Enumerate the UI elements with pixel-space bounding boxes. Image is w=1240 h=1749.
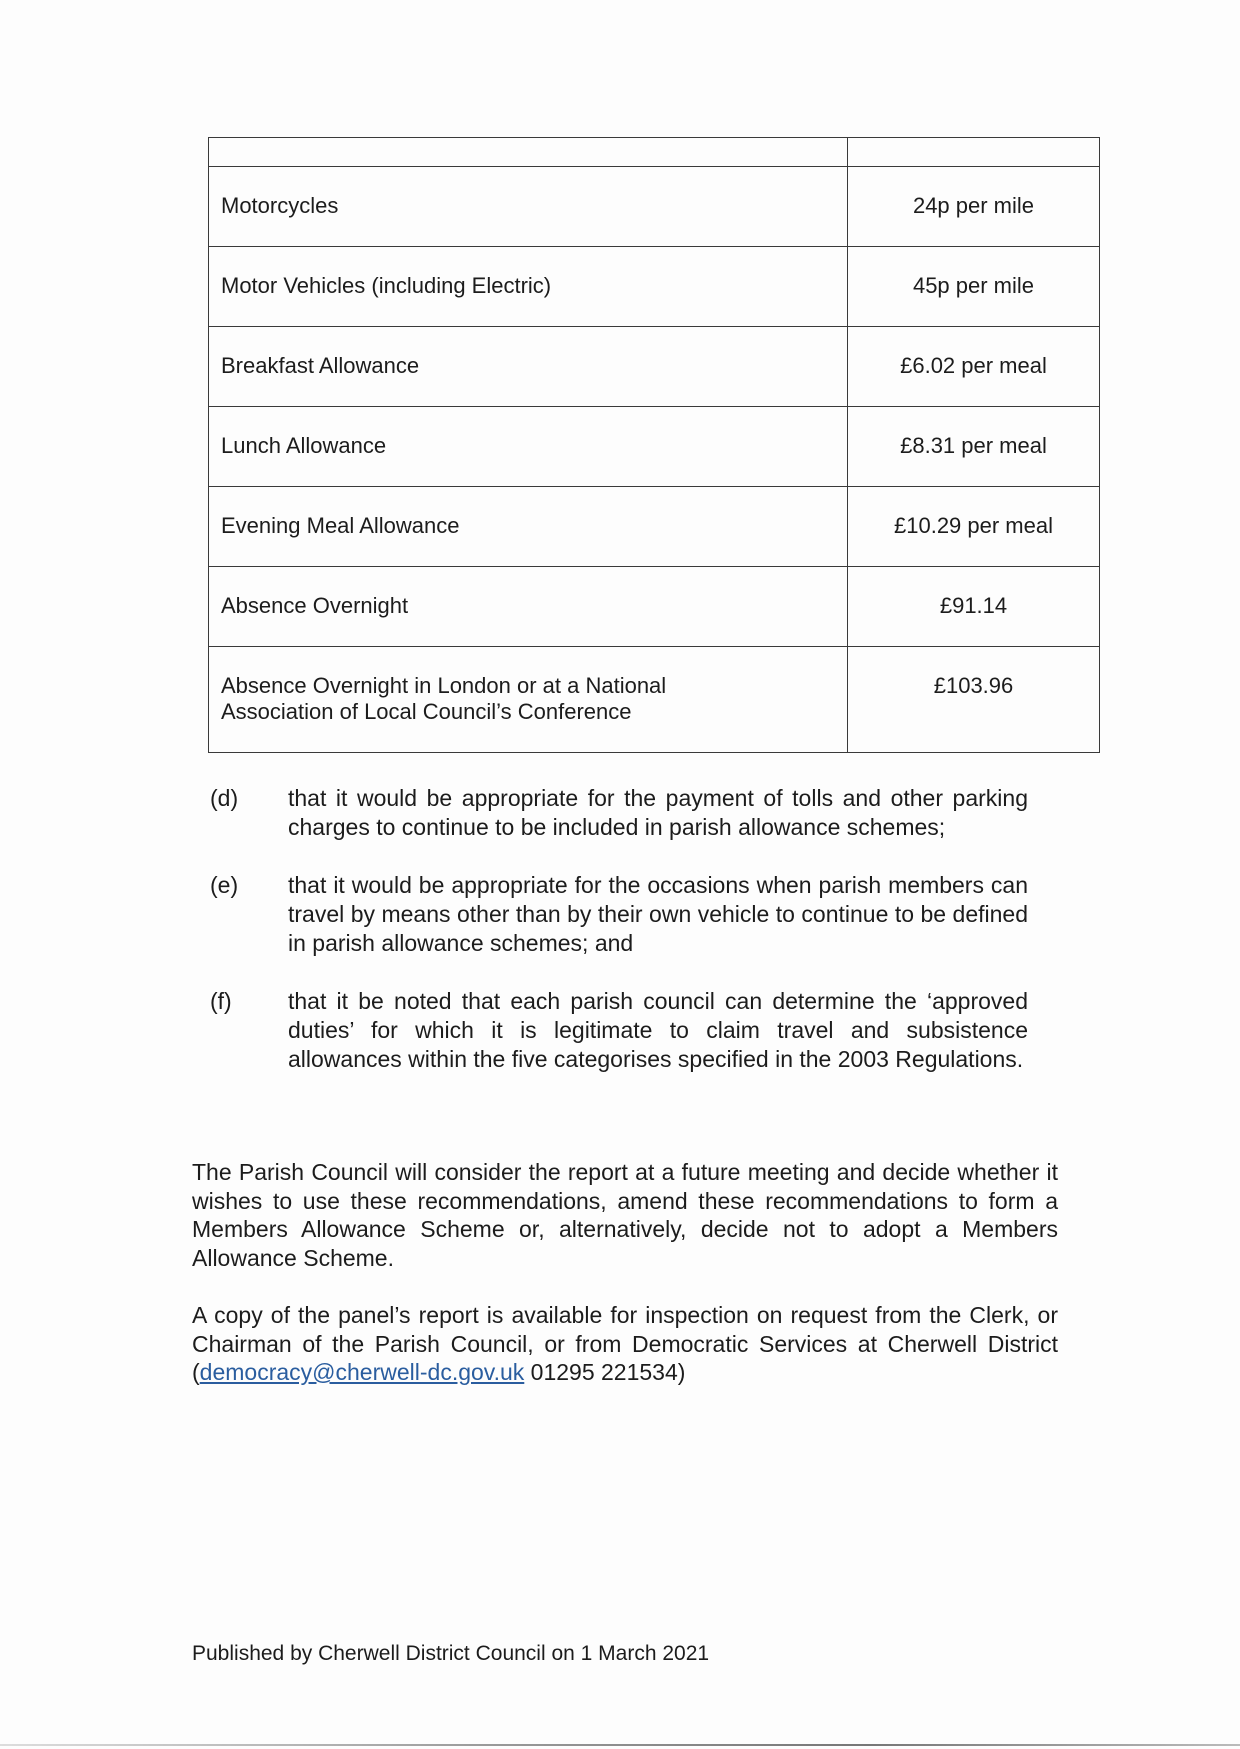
consider-paragraph: The Parish Council will consider the report at a future meeting and decide whether it wishes to use these recommendations, amend these recommendations to form a Members Allowance Scheme or, alternatively, decide not to adopt a Members Allowance Scheme. — [192, 1159, 1058, 1271]
rate-cell: 45p per mile — [848, 247, 1100, 327]
table-row — [209, 407, 1100, 487]
copy-paragraph — [192, 1301, 1058, 1387]
rate-cell: £8.31 per meal — [848, 407, 1100, 487]
item-label-line: Association of Local Council’s Conference — [221, 699, 632, 724]
scan-bottom-edge — [0, 1744, 1240, 1746]
item-cell — [209, 407, 848, 487]
email-link[interactable]: democracy@cherwell-dc.gov.uk — [199, 1359, 525, 1385]
table-row — [209, 487, 1100, 567]
copy-paragraph-prefix: A copy of the panel’s report is available for inspection on request from the Clerk, or Chairman of the Parish Council, or from Democratic Services at Cherwell District ( — [192, 1302, 1058, 1385]
table-row — [209, 647, 1100, 753]
table-row — [209, 247, 1100, 327]
recommendation-letter: (d) — [210, 785, 239, 811]
item-cell — [209, 487, 848, 567]
table-row — [209, 327, 1100, 407]
recommendation-item — [208, 987, 1028, 1074]
item-cell — [209, 567, 848, 647]
recommendation-item — [208, 871, 1028, 958]
header-cell-rate — [848, 138, 1100, 167]
item-label: Breakfast Allowance — [221, 353, 420, 378]
rate-cell: £6.02 per meal — [848, 327, 1100, 407]
rate-cell: £103.96 — [848, 647, 1100, 753]
rate-cell: £91.14 — [848, 567, 1100, 647]
recommendation-item — [208, 784, 1028, 842]
published-footer: Published by Cherwell District Council on 1 March 2021 — [192, 1642, 710, 1665]
rate-cell: 24p per mile — [848, 167, 1100, 247]
recommendation-text: that it be noted that each parish council can determine the ‘approved duties’ for which it is legitimate to claim travel and subsistence allowances within the five categorises specified in the 2003 Regulations. — [288, 988, 1028, 1072]
recommendation-letter: (f) — [210, 988, 232, 1014]
rate-cell: £10.29 per meal — [848, 487, 1100, 567]
rates-table — [208, 137, 1100, 753]
item-cell — [209, 327, 848, 407]
copy-paragraph-suffix: 01295 221534) — [524, 1359, 686, 1385]
recommendation-text: that it would be appropriate for the payment of tolls and other parking charges to continue to be included in parish allowance schemes; — [288, 785, 1028, 840]
table-row — [209, 567, 1100, 647]
item-cell — [209, 647, 848, 753]
item-label: Lunch Allowance — [221, 433, 387, 458]
item-label: Absence Overnight — [221, 593, 409, 618]
recommendation-text: that it would be appropriate for the occasions when parish members can travel by means other than by their own vehicle to continue to be defined in parish allowance schemes; and — [288, 872, 1028, 956]
recommendation-letter: (e) — [210, 872, 239, 898]
table-header-row — [209, 138, 1100, 167]
header-cell-item — [209, 138, 848, 167]
item-label-line: Absence Overnight in London or at a National — [221, 673, 667, 698]
item-cell — [209, 247, 848, 327]
recommendations-list — [208, 784, 1028, 1103]
table-row — [209, 167, 1100, 247]
item-label: Motor Vehicles (including Electric) — [221, 273, 552, 298]
item-label: Evening Meal Allowance — [221, 513, 460, 538]
item-cell — [209, 167, 848, 247]
item-label: Motorcycles — [221, 193, 339, 218]
